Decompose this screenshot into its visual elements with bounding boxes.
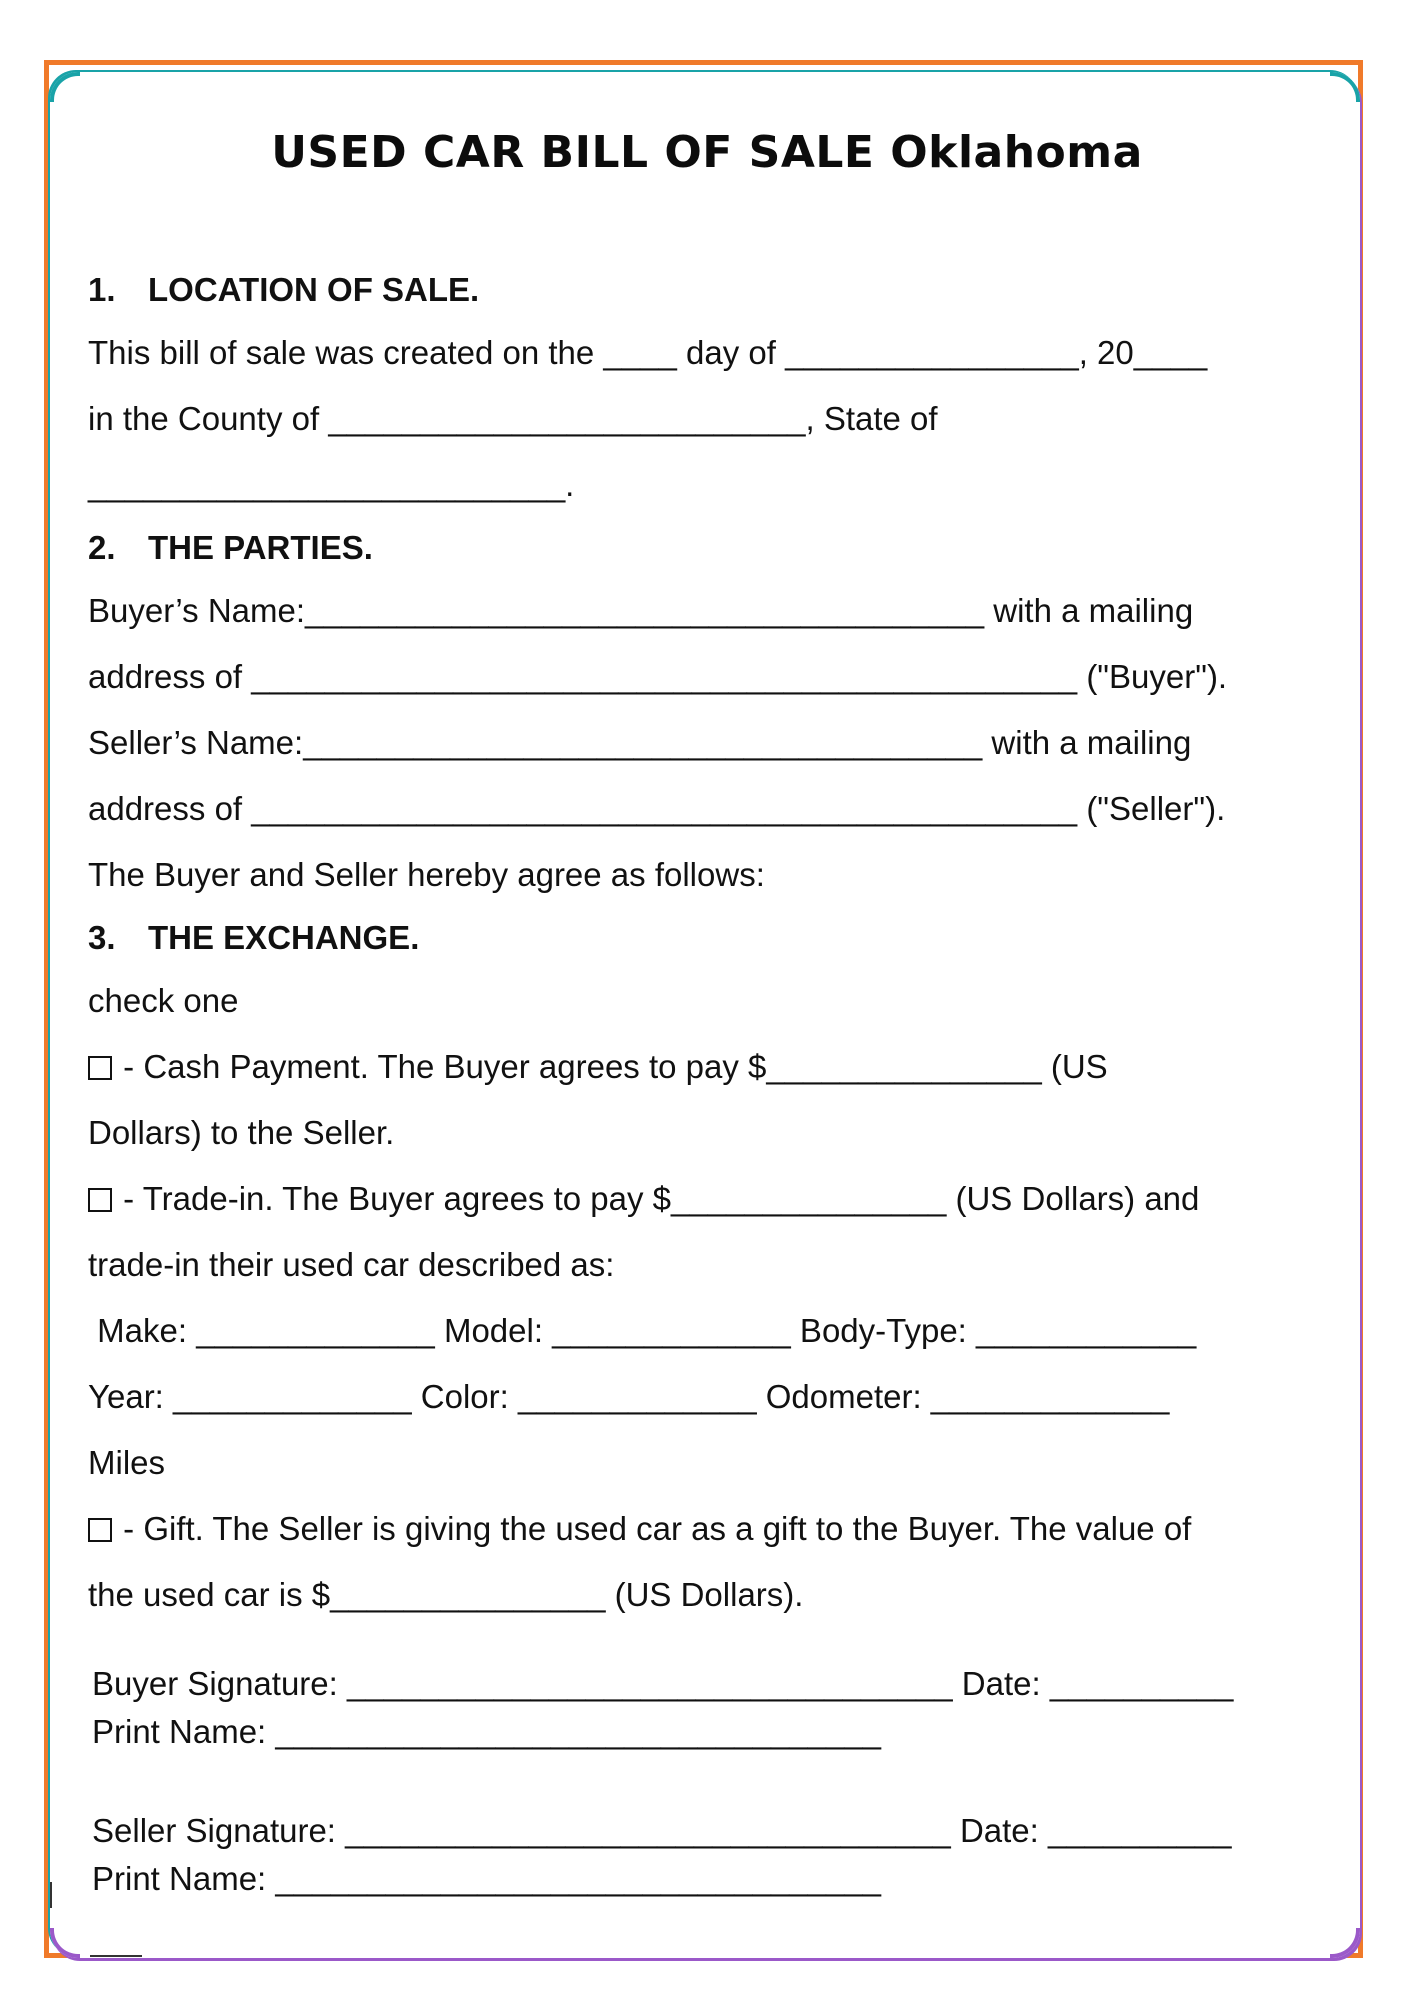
seller-address-field[interactable]: address of _____________________________________________ ("Seller"). — [88, 790, 1226, 827]
cash-payment-checkbox[interactable] — [88, 1056, 112, 1080]
seller-signature-block — [92, 1807, 1342, 1903]
check-one-instruction: check one — [88, 982, 239, 1019]
form-body — [88, 260, 1338, 1628]
seller-signature-field[interactable]: Seller Signature: _________________________________ Date: __________ — [92, 1812, 1232, 1849]
page-title: USED CAR BILL OF SALE Oklahoma — [271, 127, 1143, 178]
gift-option[interactable] — [88, 1496, 1338, 1562]
section-title: THE PARTIES. — [148, 529, 373, 566]
section-heading-parties — [88, 518, 1338, 578]
gift-checkbox[interactable] — [88, 1518, 112, 1542]
gift-value-field[interactable]: the used car is $_______________ (US Dollars). — [88, 1576, 804, 1613]
seller-print-name-field[interactable]: Print Name: _________________________________ — [92, 1860, 882, 1897]
buyer-signature-field[interactable]: Buyer Signature: _________________________________ Date: __________ — [92, 1665, 1234, 1702]
agreement-text: The Buyer and Seller hereby agree as follows: — [88, 856, 765, 893]
vehicle-make-model-body-fields[interactable]: Make: _____________ Model: _____________ Body-Type: ____________ — [88, 1312, 1197, 1349]
cash-payment-text-cont: Dollars) to the Seller. — [88, 1114, 395, 1151]
section-heading-exchange — [88, 908, 1338, 968]
section-number: 2. — [88, 529, 116, 566]
section-title: THE EXCHANGE. — [148, 919, 420, 956]
trade-in-checkbox[interactable] — [88, 1188, 112, 1212]
state-blank-line[interactable]: __________________________. — [88, 466, 575, 503]
date-line[interactable]: This bill of sale was created on the ____ day of ________________, 20____ — [88, 334, 1208, 371]
seller-name-field[interactable]: Seller’s Name:_____________________________________ with a mailing — [88, 724, 1192, 761]
section-number: 3. — [88, 919, 116, 956]
gift-text[interactable]: - Gift. The Seller is giving the used car as a gift to the Buyer. The value of — [114, 1510, 1192, 1547]
trade-in-option[interactable] — [88, 1166, 1338, 1232]
cash-payment-text[interactable]: - Cash Payment. The Buyer agrees to pay $_______________ (US — [114, 1048, 1108, 1085]
scan-mark — [90, 1955, 142, 1957]
county-state-line[interactable]: in the County of __________________________, State of — [88, 400, 938, 437]
scan-mark — [50, 1882, 52, 1908]
trade-in-text-cont: trade-in their used car described as: — [88, 1246, 615, 1283]
vehicle-year-color-odometer-fields[interactable]: Year: _____________ Color: _____________ Odometer: _____________ — [88, 1378, 1170, 1415]
buyer-print-name-field[interactable]: Print Name: _________________________________ — [92, 1713, 882, 1750]
buyer-signature-block — [92, 1660, 1342, 1756]
trade-in-text[interactable]: - Trade-in. The Buyer agrees to pay $_______________ (US Dollars) and — [114, 1180, 1200, 1217]
cash-payment-option[interactable] — [88, 1034, 1338, 1100]
odometer-unit: Miles — [88, 1444, 166, 1481]
buyer-address-field[interactable]: address of _____________________________________________ ("Buyer"). — [88, 658, 1228, 695]
buyer-name-field[interactable]: Buyer’s Name:_____________________________________ with a mailing — [88, 592, 1194, 629]
section-number: 1. — [88, 271, 116, 308]
section-title: LOCATION OF SALE. — [148, 271, 480, 308]
section-heading-location — [88, 260, 1338, 320]
